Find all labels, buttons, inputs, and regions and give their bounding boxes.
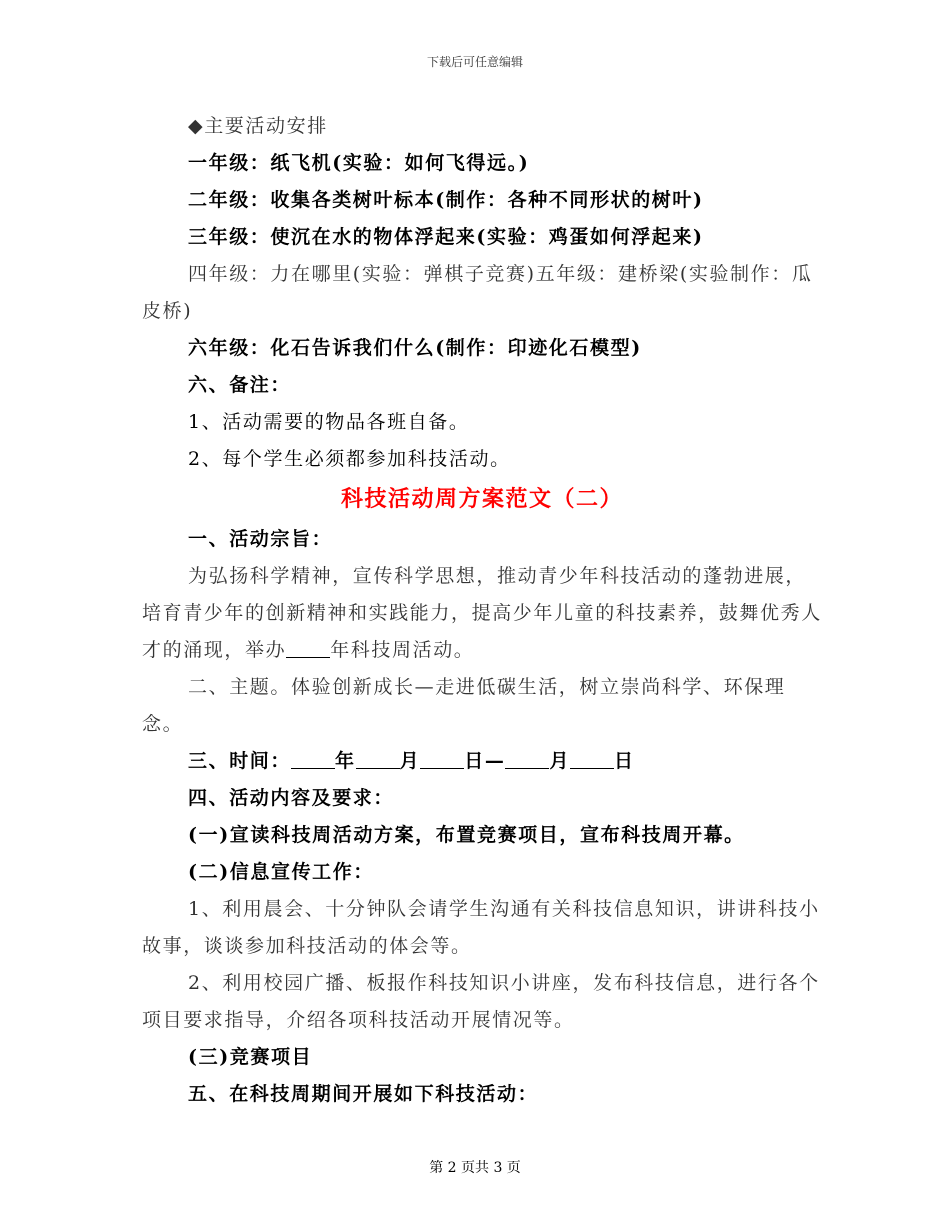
theme-paragraph: 二、主题。体验创新成长—走进低碳生活，树立崇尚科学、环保理念。 xyxy=(142,676,786,735)
purpose-heading: 一、活动宗旨： xyxy=(188,528,333,550)
activity-arrangement-heading: ◆主要活动安排 xyxy=(188,115,328,137)
time-month-unit: 月 xyxy=(399,750,421,772)
time-month-blank xyxy=(356,746,400,769)
purpose-text-b: 年科技周活动。 xyxy=(330,639,475,661)
note-item-1: 1、活动需要的物品各班自备。 xyxy=(188,411,470,433)
time-label: 三、时间： xyxy=(188,750,292,772)
publicity-item-1: 1、利用晨会、十分钟队会请学生沟通有关科技信息知识，讲讲科技小故事，谈谈参加科技活动的体会等。 xyxy=(142,898,820,957)
content-item-2: (二)信息宣传工作： xyxy=(188,861,374,883)
note-item-2: 2、每个学生必须都参加科技活动。 xyxy=(188,448,511,470)
year-blank xyxy=(286,635,330,658)
section-title: 科技活动周方案范文（二） xyxy=(340,486,623,512)
content-item-1: (一)宣读科技周活动方案，布置竞赛项目，宣布科技周开幕。 xyxy=(188,824,745,846)
time-day2-unit: 日 xyxy=(614,750,635,772)
page-number: 第 2 页共 3 页 xyxy=(429,1160,521,1176)
activities-heading: 五、在科技周期间开展如下科技活动： xyxy=(188,1083,539,1105)
notes-heading: 六、备注： xyxy=(188,374,292,396)
purpose-paragraph xyxy=(142,558,822,669)
document-body xyxy=(142,108,822,1113)
time-month2-blank xyxy=(505,746,549,769)
time-year-blank xyxy=(291,746,335,769)
time-month2-unit: 月 xyxy=(549,750,571,772)
time-line xyxy=(142,743,822,780)
content-heading: 四、活动内容及要求： xyxy=(188,787,395,809)
grade2-item: 二年级：收集各类树叶标本(制作：各种不同形状的树叶) xyxy=(188,189,704,211)
content-item-3: (三)竞赛项目 xyxy=(188,1046,313,1068)
page-header-note: 下载后可任意编辑 xyxy=(426,55,523,69)
time-day-unit: 日— xyxy=(464,750,506,772)
time-year-unit: 年 xyxy=(335,750,356,772)
grade4-5-item: 四年级：力在哪里(实验：弹棋子竞赛)五年级：建桥梁(实验制作：瓜皮桥) xyxy=(142,263,813,322)
grade6-item: 六年级：化石告诉我们什么(制作：印迹化石模型) xyxy=(188,337,642,359)
purpose-text-a: 为弘扬科学精神，宣传科学思想，推动青少年科技活动的蓬勃进展，培育青少年的创新精神和实践能力，提高少年儿童的科技素养，鼓舞优秀人才的涌现，举办 xyxy=(142,565,822,661)
publicity-item-2: 2、利用校园广播、板报作科技知识小讲座，发布科技信息，进行各个项目要求指导，介绍各项科技活动开展情况等。 xyxy=(142,972,820,1031)
grade1-item: 一年级：纸飞机(实验：如何飞得远。) xyxy=(188,152,530,174)
time-day-blank xyxy=(420,746,464,769)
grade3-item: 三年级：使沉在水的物体浮起来(实验：鸡蛋如何浮起来) xyxy=(188,226,704,248)
time-day2-blank xyxy=(570,746,614,769)
